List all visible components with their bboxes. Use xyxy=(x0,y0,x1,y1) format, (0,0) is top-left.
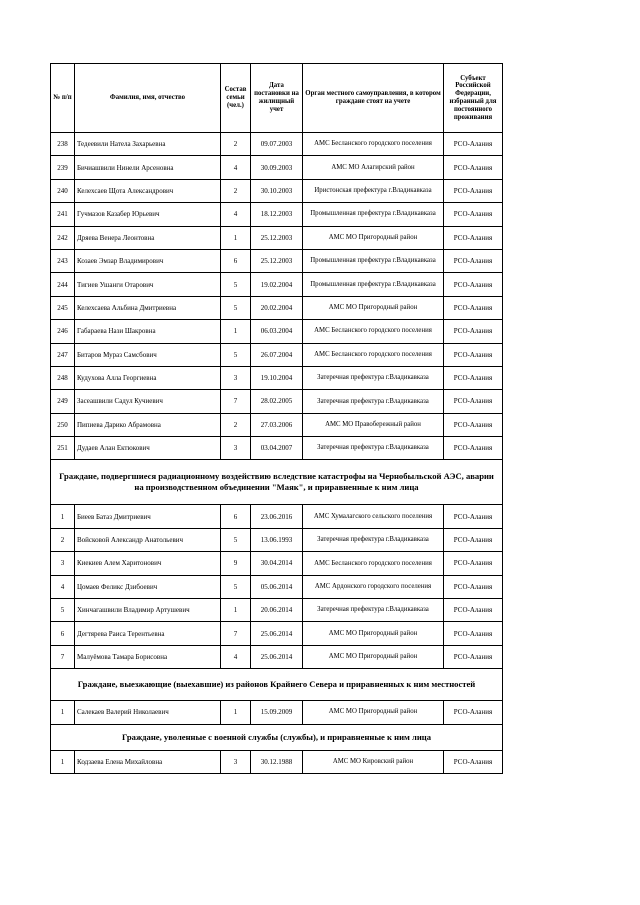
family-size: 1 xyxy=(221,701,251,724)
family-size: 1 xyxy=(221,226,251,249)
local-authority: Затеречная префектура г.Владикавказа xyxy=(303,528,444,551)
family-size: 3 xyxy=(221,366,251,389)
row-number: 248 xyxy=(51,366,75,389)
section-header-military xyxy=(51,724,503,750)
section-title: Граждане, подвергшиеся радиационному воздействию вследствие катастрофы на Чернобыльской АЭС, аварии на производственном объединении "Маяк", и приравненные к ним лица xyxy=(51,460,503,505)
row-number: 1 xyxy=(51,701,75,724)
person-name: Келехсаев Щота Александрович xyxy=(75,179,221,202)
row-number: 251 xyxy=(51,437,75,460)
row-number: 239 xyxy=(51,156,75,179)
family-size: 2 xyxy=(221,179,251,202)
family-size: 3 xyxy=(221,437,251,460)
table-row xyxy=(51,273,503,296)
family-size: 2 xyxy=(221,133,251,156)
table-row xyxy=(51,203,503,226)
local-authority: АМС Бесланского городского поселения xyxy=(303,133,444,156)
subject-region: РСО-Алания xyxy=(444,622,503,645)
local-authority: Затеречная префектура г.Владикавказа xyxy=(303,437,444,460)
person-name: Дудаев Алан Ектюкович xyxy=(75,437,221,460)
row-number: 246 xyxy=(51,320,75,343)
person-name: Цомаев Феликс Дзибоевич xyxy=(75,575,221,598)
family-size: 5 xyxy=(221,343,251,366)
col-num-header: № п/п xyxy=(51,64,75,133)
family-size: 3 xyxy=(221,750,251,773)
subject-region: РСО-Алания xyxy=(444,156,503,179)
local-authority: АМС МО Кировский район xyxy=(303,750,444,773)
row-number: 7 xyxy=(51,645,75,668)
table-row xyxy=(51,320,503,343)
registration-date: 03.04.2007 xyxy=(251,437,303,460)
rows-group-d xyxy=(51,750,503,773)
table-row xyxy=(51,226,503,249)
local-authority: Иристонская префектура г.Владикавказа xyxy=(303,179,444,202)
family-size: 5 xyxy=(221,528,251,551)
registration-date: 26.07.2004 xyxy=(251,343,303,366)
table-row xyxy=(51,575,503,598)
person-name: Габараева Нази Шакровна xyxy=(75,320,221,343)
local-authority: АМС Бесланского городского поселения xyxy=(303,552,444,575)
registration-date: 27.03.2006 xyxy=(251,413,303,436)
row-number: 249 xyxy=(51,390,75,413)
table-row xyxy=(51,366,503,389)
person-name: Войсковой Александр Анатольевич xyxy=(75,528,221,551)
row-number: 250 xyxy=(51,413,75,436)
person-name: Келехсаева Альбина Дмитриевна xyxy=(75,296,221,319)
table-row xyxy=(51,179,503,202)
local-authority: АМС Ардонского городского поселения xyxy=(303,575,444,598)
subject-region: РСО-Алания xyxy=(444,645,503,668)
local-authority: АМС МО Пригородный район xyxy=(303,226,444,249)
subject-region: РСО-Алания xyxy=(444,552,503,575)
person-name: Пипиева Дарико Абрамовна xyxy=(75,413,221,436)
section-title: Граждане, выезжающие (выехавшие) из районов Крайнего Севера и приравненных к ним местностей xyxy=(51,669,503,701)
registration-date: 28.02.2005 xyxy=(251,390,303,413)
family-size: 4 xyxy=(221,645,251,668)
person-name: Киекиев Алем Харитонович xyxy=(75,552,221,575)
row-number: 4 xyxy=(51,575,75,598)
family-size: 6 xyxy=(221,505,251,528)
registration-date: 30.12.1988 xyxy=(251,750,303,773)
person-name: Салекаев Валерий Николаевич xyxy=(75,701,221,724)
family-size: 9 xyxy=(221,552,251,575)
table-row xyxy=(51,622,503,645)
row-number: 244 xyxy=(51,273,75,296)
row-number: 5 xyxy=(51,599,75,622)
person-name: Кодзаева Елена Михайловна xyxy=(75,750,221,773)
local-authority: АМС МО Правобережный район xyxy=(303,413,444,436)
subject-region: РСО-Алания xyxy=(444,599,503,622)
local-authority: Затеречная префектура г.Владикавказа xyxy=(303,366,444,389)
table-row xyxy=(51,413,503,436)
table-row xyxy=(51,437,503,460)
rows-group-b xyxy=(51,505,503,669)
registration-date: 25.06.2014 xyxy=(251,622,303,645)
local-authority: АМС МО Пригородный район xyxy=(303,645,444,668)
family-size: 5 xyxy=(221,575,251,598)
registration-date: 30.04.2014 xyxy=(251,552,303,575)
family-size: 4 xyxy=(221,156,251,179)
table-row xyxy=(51,599,503,622)
subject-region: РСО-Алания xyxy=(444,528,503,551)
subject-region: РСО-Алания xyxy=(444,437,503,460)
person-name: Биеев Батаз Дмитриевич xyxy=(75,505,221,528)
subject-region: РСО-Алания xyxy=(444,701,503,724)
registration-date: 23.06.2016 xyxy=(251,505,303,528)
family-size: 6 xyxy=(221,249,251,272)
family-size: 1 xyxy=(221,599,251,622)
row-number: 245 xyxy=(51,296,75,319)
registration-date: 30.09.2003 xyxy=(251,156,303,179)
person-name: Хинчагашвили Владимир Артушевич xyxy=(75,599,221,622)
person-name: Битаров Мураз Самсбович xyxy=(75,343,221,366)
row-number: 2 xyxy=(51,528,75,551)
local-authority: АМС МО Пригородный район xyxy=(303,296,444,319)
subject-region: РСО-Алания xyxy=(444,296,503,319)
row-number: 241 xyxy=(51,203,75,226)
registration-date: 25.12.2003 xyxy=(251,226,303,249)
subject-region: РСО-Алания xyxy=(444,750,503,773)
subject-region: РСО-Алания xyxy=(444,505,503,528)
local-authority: АМС Бесланского городского поселения xyxy=(303,343,444,366)
rows-group-c xyxy=(51,701,503,724)
registration-date: 13.06.1993 xyxy=(251,528,303,551)
header-row xyxy=(51,64,503,133)
local-authority: АМС Хумалагского сельского поселения xyxy=(303,505,444,528)
registration-date: 25.06.2014 xyxy=(251,645,303,668)
col-name-header: Фамилия, имя, отчество xyxy=(75,64,221,133)
col-date-header: Дата постановки на жилищный учет xyxy=(251,64,303,133)
local-authority: Затеречная префектура г.Владикавказа xyxy=(303,599,444,622)
person-name: Тигиев Ушанги Отарович xyxy=(75,273,221,296)
local-authority: АМС Бесланского городского поселения xyxy=(303,320,444,343)
person-name: Засеашвили Садул Кучиевич xyxy=(75,390,221,413)
registration-date: 05.06.2014 xyxy=(251,575,303,598)
subject-region: РСО-Алания xyxy=(444,249,503,272)
table-row xyxy=(51,343,503,366)
person-name: Козаев Эмзар Владимирович xyxy=(75,249,221,272)
table-row xyxy=(51,156,503,179)
section-2 xyxy=(51,669,503,701)
local-authority: АМС МО Пригородный район xyxy=(303,622,444,645)
local-authority: АМС МО Алагирский район xyxy=(303,156,444,179)
person-name: Кудухова Алла Георгиевна xyxy=(75,366,221,389)
registry-table xyxy=(50,63,503,774)
section-3 xyxy=(51,724,503,750)
registration-date: 19.02.2004 xyxy=(251,273,303,296)
subject-region: РСО-Алания xyxy=(444,133,503,156)
subject-region: РСО-Алания xyxy=(444,226,503,249)
registration-date: 06.03.2004 xyxy=(251,320,303,343)
registration-date: 25.12.2003 xyxy=(251,249,303,272)
subject-region: РСО-Алания xyxy=(444,203,503,226)
subject-region: РСО-Алания xyxy=(444,366,503,389)
row-number: 238 xyxy=(51,133,75,156)
col-organ-header: Орган местного самоуправления, в котором граждане стоят на учете xyxy=(303,64,444,133)
section-title: Граждане, уволенные с военной службы (службы), и приравненные к ним лица xyxy=(51,724,503,750)
local-authority: Промышленная префектура г.Владикавказа xyxy=(303,273,444,296)
row-number: 247 xyxy=(51,343,75,366)
rows-group-a xyxy=(51,133,503,460)
person-name: Тедеевили Натела Захарьевна xyxy=(75,133,221,156)
family-size: 7 xyxy=(221,622,251,645)
family-size: 2 xyxy=(221,413,251,436)
subject-region: РСО-Алания xyxy=(444,179,503,202)
subject-region: РСО-Алания xyxy=(444,343,503,366)
col-subject-header: Субъект Российской Федерации, избранный для постоянного проживания xyxy=(444,64,503,133)
table-row xyxy=(51,296,503,319)
registration-date: 20.06.2014 xyxy=(251,599,303,622)
person-name: Бичиашвили Нинели Арсеновна xyxy=(75,156,221,179)
row-number: 243 xyxy=(51,249,75,272)
table-row xyxy=(51,701,503,724)
subject-region: РСО-Алания xyxy=(444,390,503,413)
person-name: Дряева Венера Леонтовна xyxy=(75,226,221,249)
person-name: Гучмазов Казабер Юрьевич xyxy=(75,203,221,226)
row-number: 1 xyxy=(51,750,75,773)
family-size: 4 xyxy=(221,203,251,226)
local-authority: Промышленная префектура г.Владикавказа xyxy=(303,249,444,272)
row-number: 6 xyxy=(51,622,75,645)
section-header-chernobyl xyxy=(51,460,503,505)
person-name: Малуёмова Тамара Борисовна xyxy=(75,645,221,668)
family-size: 5 xyxy=(221,273,251,296)
row-number: 242 xyxy=(51,226,75,249)
table-row xyxy=(51,528,503,551)
person-name: Дегтярева Раиса Терентьевна xyxy=(75,622,221,645)
table-row xyxy=(51,552,503,575)
registration-date: 19.10.2004 xyxy=(251,366,303,389)
section-header-north xyxy=(51,669,503,701)
row-number: 3 xyxy=(51,552,75,575)
table-row xyxy=(51,249,503,272)
registration-date: 20.02.2004 xyxy=(251,296,303,319)
subject-region: РСО-Алания xyxy=(444,413,503,436)
registration-date: 30.10.2003 xyxy=(251,179,303,202)
subject-region: РСО-Алания xyxy=(444,575,503,598)
registration-date: 09.07.2003 xyxy=(251,133,303,156)
row-number: 240 xyxy=(51,179,75,202)
table-row xyxy=(51,750,503,773)
registration-date: 15.09.2009 xyxy=(251,701,303,724)
local-authority: Промышленная префектура г.Владикавказа xyxy=(303,203,444,226)
table-row xyxy=(51,645,503,668)
family-size: 5 xyxy=(221,296,251,319)
local-authority: АМС МО Пригородный район xyxy=(303,701,444,724)
subject-region: РСО-Алания xyxy=(444,273,503,296)
local-authority: Затеречная префектура г.Владикавказа xyxy=(303,390,444,413)
section-1 xyxy=(51,460,503,505)
table-row xyxy=(51,133,503,156)
col-family-header: Состав семьи (чел.) xyxy=(221,64,251,133)
family-size: 7 xyxy=(221,390,251,413)
registration-date: 18.12.2003 xyxy=(251,203,303,226)
family-size: 1 xyxy=(221,320,251,343)
subject-region: РСО-Алания xyxy=(444,320,503,343)
table-row xyxy=(51,390,503,413)
row-number: 1 xyxy=(51,505,75,528)
table-row xyxy=(51,505,503,528)
